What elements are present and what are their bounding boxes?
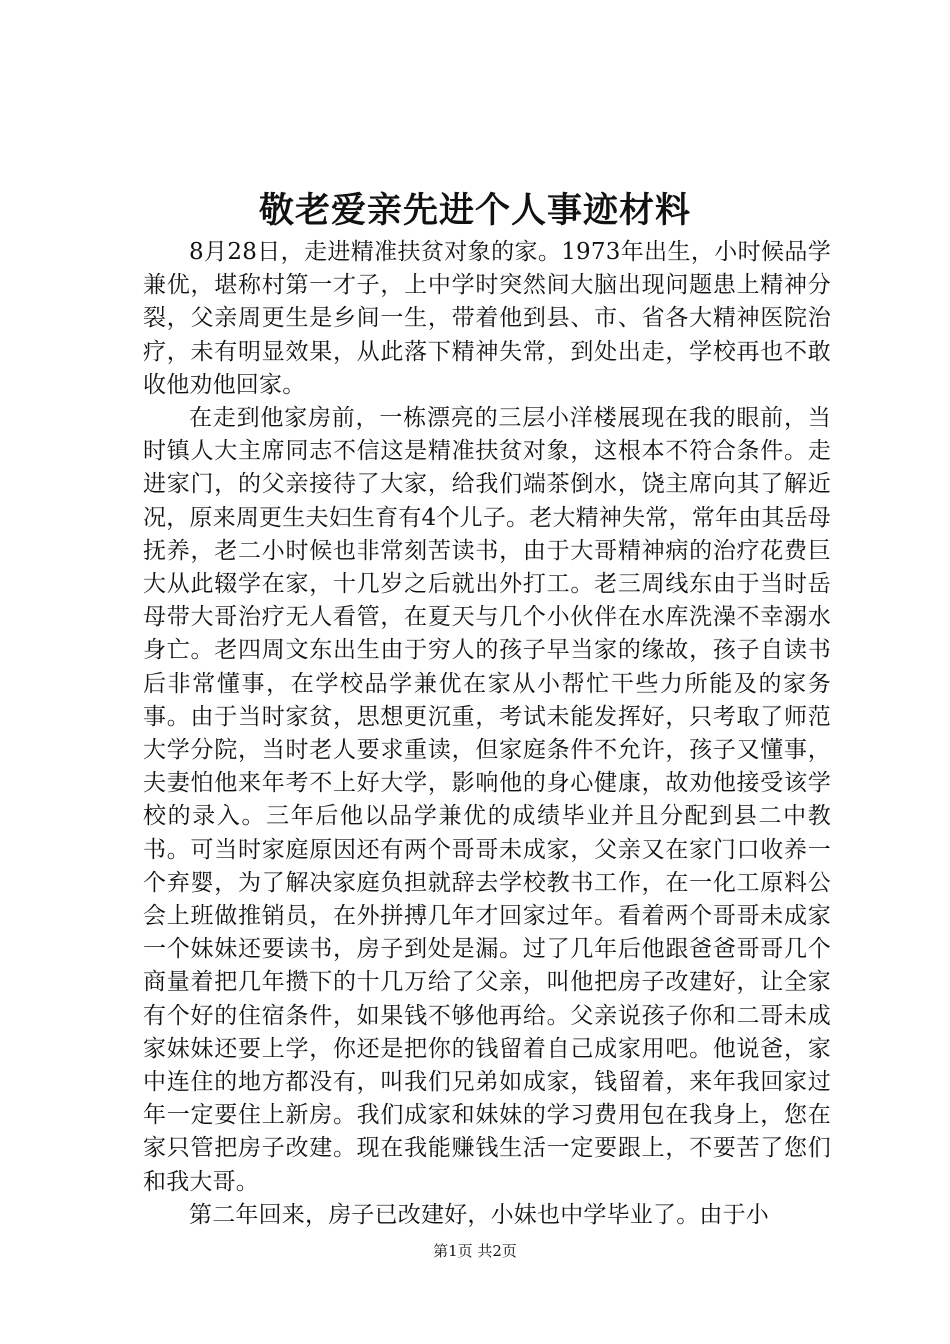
paragraph-3: 第二年回来，房子已改建好，小妹也中学毕业了。由于小 (189, 1201, 769, 1228)
document-body (143, 236, 831, 1232)
paragraph-1: 8月28日，走进精准扶贫对象的家。1973年出生，小时候品学兼优，堪称村第一才子，上中学时突然间大脑出现问题患上精神分裂，父亲周更生是乡间一生，带着他到县、市、省各大精神医院治疗，未有明显效果，从此落下精神失常，到处出走，学校再也不敢收他劝他回家。 (143, 239, 831, 398)
paragraph-2: 在走到他家房前，一栋漂亮的三层小洋楼展现在我的眼前，当时镇人大主席同志不信这是精准扶贫对象，这根本不符合条件。走进家门，的父亲接待了大家，给我们端茶倒水，饶主席向其了解近况，原来周更生夫妇生育有4个儿子。老大精神失常，常年由其岳母抚养，老二小时候也非常刻苦读书，由于大哥精神病的治疗花费巨大从此辍学在家，十几岁之后就出外打工。老三周线东由于当时岳母带大哥治疗无人看管，在夏天与几个小伙伴在水库洗澡不幸溺水身亡。老四周文东出生由于穷人的孩子早当家的缘故，孩子自读书后非常懂事，在学校品学兼优在家从小帮忙干些力所能及的家务事。由于当时家贫，思想更沉重，考试未能发挥好，只考取了师范大学分院，当时老人要求重读，但家庭条件不允许，孩子又懂事，夫妻怕他来年考不上好大学，影响他的身心健康，故劝他接受该学校的录入。三年后他以品学兼优的成绩毕业并且分配到县二中教书。可当时家庭原因还有两个哥哥未成家，父亲又在家门口收养一个弃婴，为了解决家庭负担就辞去学校教书工作，在一化工原料公会上班做推销员，在外拼搏几年才回家过年。看着两个哥哥未成家一个妹妹还要读书，房子到处是漏。过了几年后他跟爸爸哥哥几个商量着把几年攒下的十几万给了父亲，叫他把房子改建好，让全家有个好的住宿条件，如果钱不够他再给。父亲说孩子你和二哥未成家妹妹还要上学，你还是把你的钱留着自己成家用吧。他说爸，家中连住的地方都没有，叫我们兄弟如成家，钱留着，来年我回家过年一定要住上新房。我们成家和妹妹的学习费用包在我身上，您在家只管把房子改建。现在我能赚钱生活一定要跟上，不要苦了您们和我大哥。 (143, 405, 831, 1195)
page-number-label: 第1页 共2页 (433, 1242, 517, 1260)
document-title: 敬老爱亲先进个人事迹材料 (258, 190, 691, 231)
page-footer (0, 1241, 950, 1261)
